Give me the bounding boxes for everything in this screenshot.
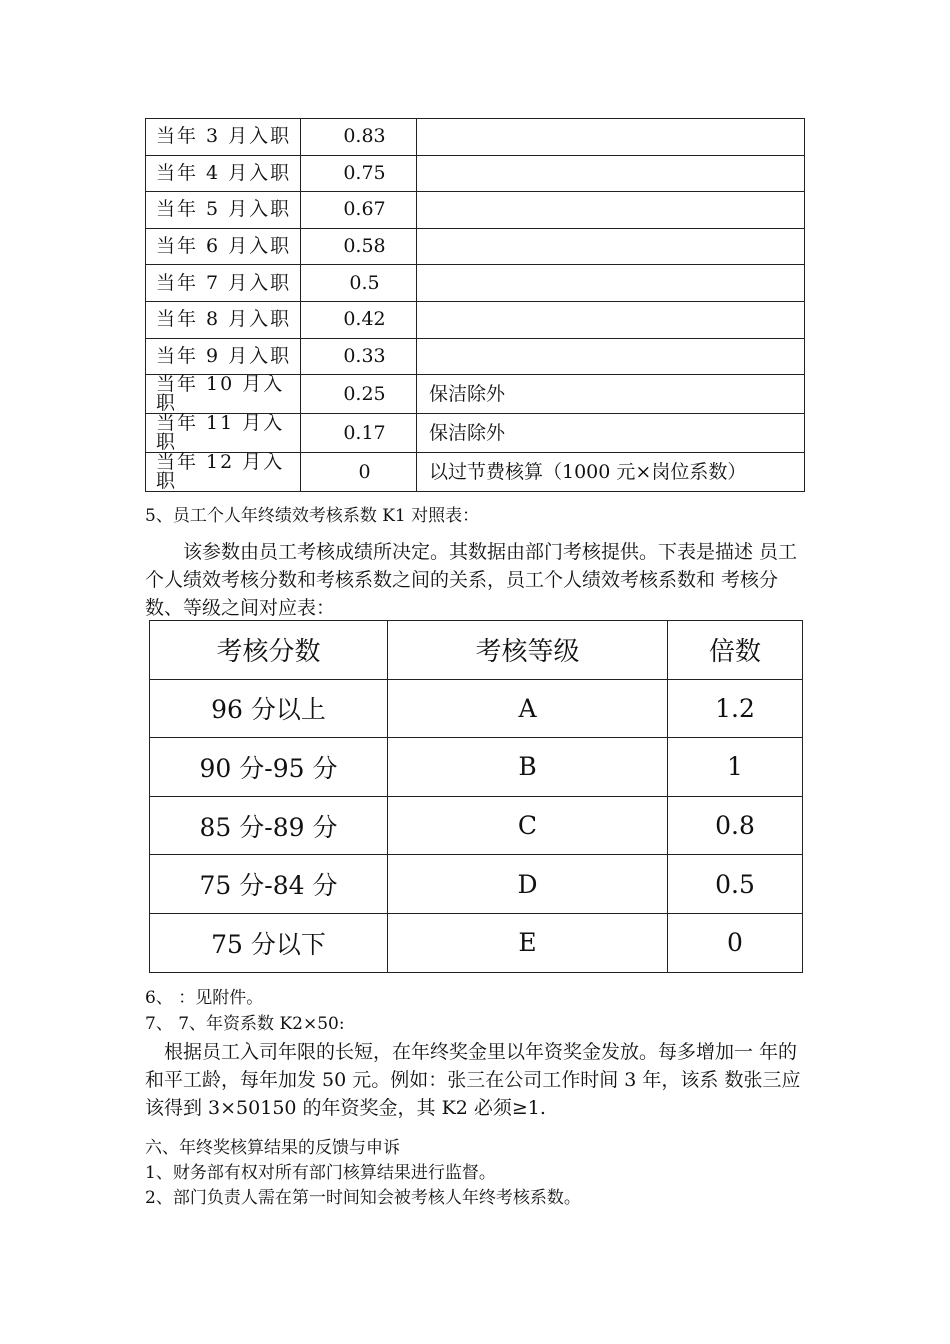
multiplier-cell: 0.8 <box>668 796 803 855</box>
grade-cell: E <box>388 913 668 972</box>
entry-month-cell: 当年 6 月入职 <box>146 228 301 265</box>
grade-cell: B <box>388 738 668 797</box>
grade-cell: D <box>388 855 668 914</box>
note-cell <box>417 155 805 192</box>
entry-month-cell: 当年 7 月入职 <box>146 265 301 302</box>
multiplier-cell: 1.2 <box>668 679 803 738</box>
coefficient-cell: 0.67 <box>301 192 417 229</box>
grade-cell: C <box>388 796 668 855</box>
entry-month-cell: 当年 8 月入职 <box>146 301 301 338</box>
grade-cell: A <box>388 679 668 738</box>
table-row <box>146 265 805 302</box>
entry-month-cell: 当年 12 月入职 <box>146 453 301 492</box>
entry-coefficient-table <box>145 118 805 492</box>
coefficient-cell: 0.83 <box>301 119 417 156</box>
multiplier-cell: 1 <box>668 738 803 797</box>
table-row <box>150 796 803 855</box>
table-header-row <box>150 621 803 680</box>
table-row <box>146 375 805 414</box>
coefficient-cell: 0.5 <box>301 265 417 302</box>
note-cell: 以过节费核算（1000 元×岗位系数） <box>417 453 805 492</box>
part6-item-2: 2、部门负责人需在第一时间知会被考核人年终考核系数。 <box>145 1188 581 1208</box>
multiplier-cell: 0 <box>668 913 803 972</box>
entry-month-cell: 当年 3 月入职 <box>146 119 301 156</box>
note-cell <box>417 265 805 302</box>
section7-paragraph <box>145 1038 810 1122</box>
coefficient-cell: 0.33 <box>301 338 417 375</box>
section5-paragraph-text: 该参数由员工考核成绩所决定。其数据由部门考核提供。下表是描述 员工个人绩效考核分数和考核系数之间的关系，员工个人绩效考核系数和 考核分数、等级之间对应表： <box>145 541 798 619</box>
score-cell: 96 分以上 <box>150 679 388 738</box>
coefficient-cell: 0.58 <box>301 228 417 265</box>
score-cell: 90 分-95 分 <box>150 738 388 797</box>
entry-month-cell: 当年 10 月入职 <box>146 375 301 414</box>
note-cell <box>417 228 805 265</box>
section7-paragraph-text: 根据员工入司年限的长短，在年终奖金里以年资奖金发放。每多增加一 年的和平工龄，每年加发 50 元。例如：张三在公司工作时间 3 年，该系 数张三应该得到 3×50150 的年资奖金，其 K2 必须≥1. <box>145 1041 801 1119</box>
section7-heading: 7、 7、年资系数 K2×50: <box>145 1014 345 1034</box>
part6-title: 六、年终奖核算结果的反馈与申诉 <box>145 1138 400 1158</box>
section5-heading: 5、员工个人年终绩效考核系数 K1 对照表： <box>145 506 480 526</box>
part6-item-1: 1、财务部有权对所有部门核算结果进行监督。 <box>145 1163 496 1183</box>
note-cell <box>417 119 805 156</box>
score-cell: 75 分-84 分 <box>150 855 388 914</box>
table-row <box>146 453 805 492</box>
table-row <box>146 414 805 453</box>
table-row <box>146 119 805 156</box>
score-cell: 75 分以下 <box>150 913 388 972</box>
note-cell <box>417 192 805 229</box>
table-row <box>146 155 805 192</box>
multiplier-cell: 0.5 <box>668 855 803 914</box>
header-score: 考核分数 <box>150 621 388 680</box>
table-row <box>150 679 803 738</box>
header-multiplier: 倍数 <box>668 621 803 680</box>
score-coefficient-table <box>149 620 803 973</box>
note-cell <box>417 338 805 375</box>
coefficient-cell: 0.25 <box>301 375 417 414</box>
coefficient-cell: 0.42 <box>301 301 417 338</box>
table-row <box>146 192 805 229</box>
table-row <box>150 855 803 914</box>
score-cell: 85 分-89 分 <box>150 796 388 855</box>
note-cell <box>417 301 805 338</box>
header-grade: 考核等级 <box>388 621 668 680</box>
entry-month-cell: 当年 4 月入职 <box>146 155 301 192</box>
table-row <box>150 738 803 797</box>
table-row <box>146 228 805 265</box>
coefficient-cell: 0.17 <box>301 414 417 453</box>
entry-month-cell: 当年 5 月入职 <box>146 192 301 229</box>
note-cell: 保洁除外 <box>417 375 805 414</box>
table-row <box>146 338 805 375</box>
entry-month-cell: 当年 9 月入职 <box>146 338 301 375</box>
note-cell: 保洁除外 <box>417 414 805 453</box>
table-row <box>150 913 803 972</box>
section6-line: 6、 ：见附件。 <box>145 988 264 1008</box>
entry-month-cell: 当年 11 月入职 <box>146 414 301 453</box>
section5-paragraph <box>145 538 810 622</box>
table-row <box>146 301 805 338</box>
coefficient-cell: 0.75 <box>301 155 417 192</box>
coefficient-cell: 0 <box>301 453 417 492</box>
